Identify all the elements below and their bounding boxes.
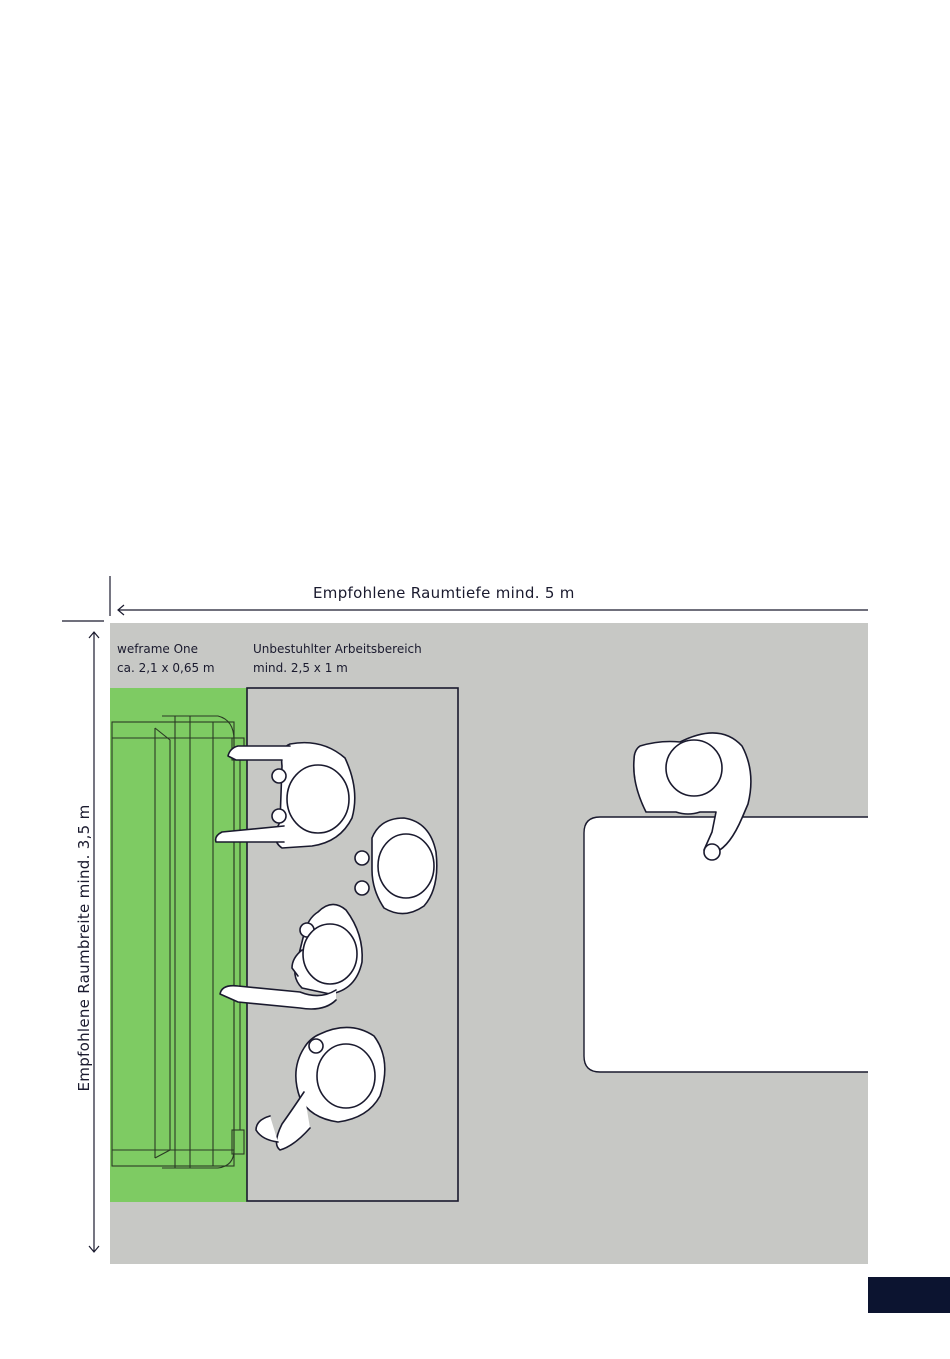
room-depth-label: Empfohlene Raumtiefe mind. 5 m [313,584,575,602]
page-tab [868,1277,950,1313]
table-icon [584,817,868,1072]
work-area-size: mind. 2,5 x 1 m [253,661,348,675]
work-area-name: Unbestuhlter Arbeitsbereich [253,642,422,656]
work-area-label [253,640,422,678]
weframe-size: ca. 2,1 x 0,65 m [117,661,215,675]
weframe-name: weframe One [117,642,199,656]
room-width-label: Empfohlene Raumbreite mind. 3,5 m [75,804,93,1092]
weframe-label [117,640,215,678]
weframe-zone [110,688,247,1202]
